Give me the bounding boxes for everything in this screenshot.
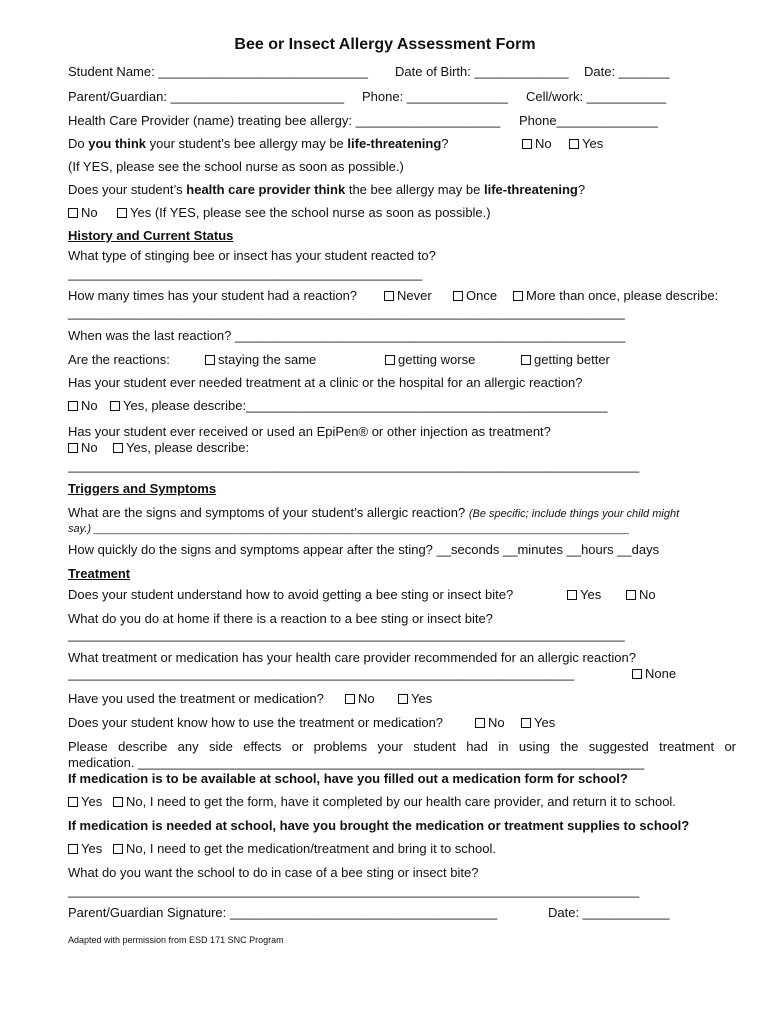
last-reaction-field[interactable]: When was the last reaction? ______________________________________________________ <box>68 328 626 343</box>
getting-better-option[interactable]: getting better <box>521 352 610 368</box>
clinic-no-option[interactable]: No <box>68 398 98 414</box>
checkbox-icon[interactable] <box>113 443 123 453</box>
side-effects-answer-line[interactable]: medication. ______________________________________________________________________ <box>68 755 645 770</box>
medication-brought-no-option[interactable]: No, I need to get the medication/treatment and bring it to school. <box>113 841 496 857</box>
school-action-question: What do you want the school to do in case of a bee sting or insect bite? <box>68 865 479 880</box>
footer-credit: Adapted with permission from ESD 171 SNC Program <box>68 935 284 945</box>
health-care-provider-field[interactable]: Health Care Provider (name) treating bee allergy: ____________________ <box>68 113 501 128</box>
avoid-no-option[interactable]: No <box>626 587 656 603</box>
once-option[interactable]: Once <box>453 288 497 304</box>
reaction-describe-line[interactable]: _____________________________________________________________________________ <box>68 305 625 320</box>
checkbox-icon[interactable] <box>385 355 395 365</box>
knows-how-no-option[interactable]: No <box>475 715 505 731</box>
getting-worse-option[interactable]: getting worse <box>385 352 475 368</box>
checkbox-icon[interactable] <box>113 844 123 854</box>
checkbox-icon[interactable] <box>569 139 579 149</box>
side-effects-question: Please describe any side effects or problems your student had in using the suggested treatment or <box>68 739 736 754</box>
symptom-timing-field[interactable]: How quickly do the signs and symptoms appear after the sting? __seconds __minutes __hours __days <box>68 542 660 557</box>
checkbox-icon[interactable] <box>68 401 78 411</box>
cell-work-field[interactable]: Cell/work: ___________ <box>526 89 667 104</box>
insect-type-answer-line[interactable]: _________________________________________________ <box>68 266 423 281</box>
reaction-count-question: How many times has your student had a reaction? <box>68 288 358 303</box>
clinic-treatment-question: Has your student ever needed treatment at a clinic or the hospital for an allergic reaction? <box>68 375 583 390</box>
triggers-heading: Triggers and Symptoms <box>68 481 217 496</box>
medication-form-yes-option[interactable]: Yes <box>68 794 102 810</box>
provider-yes-option[interactable]: Yes (If YES, please see the school nurse as soon as possible.) <box>117 205 491 221</box>
signature-field[interactable]: Parent/Guardian Signature: _____________________________________ <box>68 905 498 920</box>
checkbox-icon[interactable] <box>113 797 123 807</box>
date-of-birth-field[interactable]: Date of Birth: _____________ <box>395 64 569 79</box>
life-threatening-question: Do you think your student’s bee allergy may be life-threatening? <box>68 136 449 151</box>
clinic-yes-option[interactable]: Yes, please describe:__________________________________________________ <box>110 398 608 414</box>
used-treatment-no-option[interactable]: No <box>345 691 375 707</box>
checkbox-icon[interactable] <box>398 694 408 704</box>
symptoms-answer-line[interactable]: say.) ___________________________________________________________________________________________________________ <box>68 523 630 535</box>
checkbox-icon[interactable] <box>632 669 642 679</box>
treatment-none-option[interactable]: None <box>632 666 676 682</box>
home-reaction-answer-line[interactable]: _____________________________________________________________________________ <box>68 627 625 642</box>
phone-field[interactable]: Phone: ______________ <box>362 89 509 104</box>
medication-brought-question: If medication is needed at school, have you brought the medication or treatment supplies to school? <box>68 818 690 833</box>
avoid-sting-question: Does your student understand how to avoid getting a bee sting or insect bite? <box>68 587 514 602</box>
more-than-once-option[interactable]: More than once, please describe: <box>513 288 718 304</box>
checkbox-icon[interactable] <box>345 694 355 704</box>
used-treatment-question: Have you used the treatment or medication? <box>68 691 324 706</box>
knows-how-yes-option[interactable]: Yes <box>521 715 555 731</box>
medication-form-question: If medication is to be available at school, have you filled out a medication form for school? <box>68 771 628 786</box>
checkbox-icon[interactable] <box>453 291 463 301</box>
checkbox-icon[interactable] <box>205 355 215 365</box>
staying-same-option[interactable]: staying the same <box>205 352 316 368</box>
treatment-heading: Treatment <box>68 566 131 581</box>
checkbox-icon[interactable] <box>626 590 636 600</box>
medication-brought-yes-option[interactable]: Yes <box>68 841 102 857</box>
checkbox-icon[interactable] <box>513 291 523 301</box>
checkbox-icon[interactable] <box>68 844 78 854</box>
provider-life-threatening-question: Does your student’s health care provider think the bee allergy may be life-threatening? <box>68 182 586 197</box>
form-title: Bee or Insect Allergy Assessment Form <box>234 36 536 53</box>
checkbox-icon[interactable] <box>68 208 78 218</box>
symptoms-question: What are the signs and symptoms of your student’s allergic reaction? (Be specific; include things your child might <box>68 505 680 520</box>
life-threatening-yes-option[interactable]: Yes <box>569 136 603 152</box>
recommended-treatment-question: What treatment or medication has your health care provider recommended for an allergic reaction? <box>68 650 636 665</box>
date-field[interactable]: Date: _______ <box>584 64 670 79</box>
never-option[interactable]: Never <box>384 288 432 304</box>
checkbox-icon[interactable] <box>567 590 577 600</box>
checkbox-icon[interactable] <box>384 291 394 301</box>
provider-no-option[interactable]: No <box>68 205 98 221</box>
provider-phone-field[interactable]: Phone______________ <box>519 113 658 128</box>
signature-date-field[interactable]: Date: ____________ <box>548 905 670 920</box>
checkbox-icon[interactable] <box>475 718 485 728</box>
checkbox-icon[interactable] <box>521 355 531 365</box>
used-treatment-yes-option[interactable]: Yes <box>398 691 432 707</box>
knows-how-question: Does your student know how to use the treatment or medication? <box>68 715 444 730</box>
checkbox-icon[interactable] <box>521 718 531 728</box>
epipen-yes-option[interactable]: Yes, please describe: <box>113 440 249 456</box>
home-reaction-question: What do you do at home if there is a reaction to a bee sting or insect bite? <box>68 611 493 626</box>
epipen-no-option[interactable]: No <box>68 440 98 456</box>
history-heading: History and Current Status <box>68 228 234 243</box>
checkbox-icon[interactable] <box>522 139 532 149</box>
insect-type-question: What type of stinging bee or insect has your student reacted to? <box>68 248 436 263</box>
nurse-note: (If YES, please see the school nurse as soon as possible.) <box>68 159 404 174</box>
epipen-describe-line[interactable]: _______________________________________________________________________________ <box>68 458 640 473</box>
checkbox-icon[interactable] <box>110 401 120 411</box>
checkbox-icon[interactable] <box>68 443 78 453</box>
reactions-label: Are the reactions: <box>68 352 170 367</box>
avoid-yes-option[interactable]: Yes <box>567 587 601 603</box>
medication-form-no-option[interactable]: No, I need to get the form, have it completed by our health care provider, and return it to school. <box>113 794 676 810</box>
student-name-field[interactable]: Student Name: _____________________________ <box>68 64 368 79</box>
life-threatening-no-option[interactable]: No <box>522 136 552 152</box>
parent-guardian-field[interactable]: Parent/Guardian: ________________________ <box>68 89 345 104</box>
epipen-question: Has your student ever received or used an EpiPen® or other injection as treatment? <box>68 424 551 439</box>
recommended-treatment-answer-line[interactable]: ______________________________________________________________________ <box>68 666 575 681</box>
school-action-answer-line[interactable]: _______________________________________________________________________________ <box>68 883 640 898</box>
checkbox-icon[interactable] <box>68 797 78 807</box>
checkbox-icon[interactable] <box>117 208 127 218</box>
